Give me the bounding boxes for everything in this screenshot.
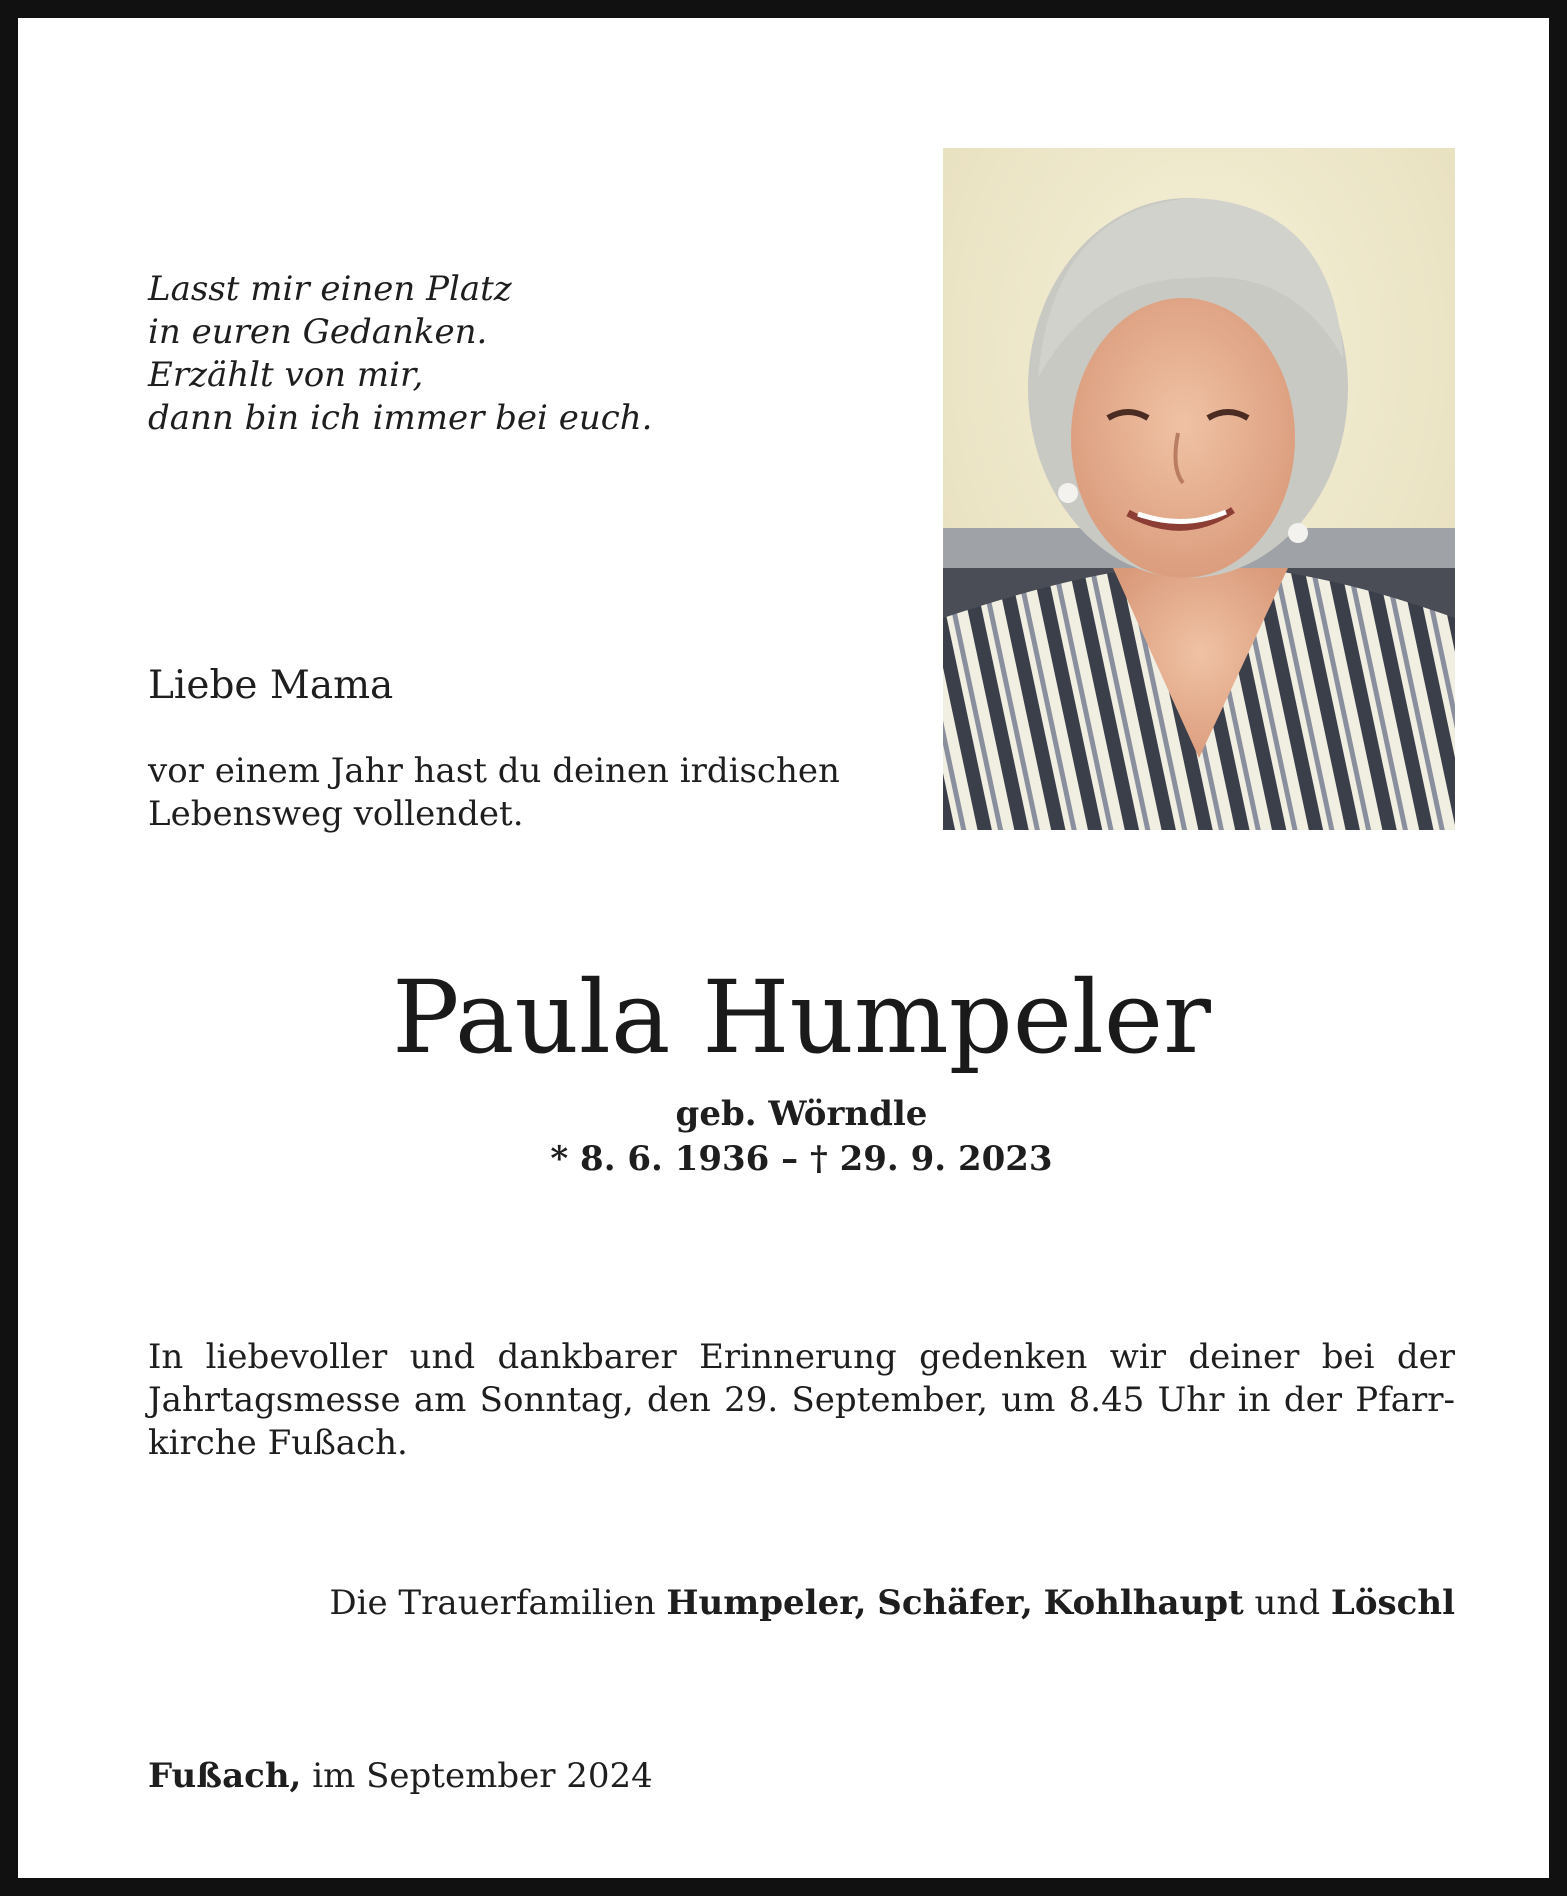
memorial-line: Jahrtagsmesse am Sonntag, den 29. September, um 8.45 Uhr in der Pfarr-: [148, 1380, 1455, 1420]
portrait-photo-icon: [943, 148, 1455, 830]
memorial-line: In liebevoller und dankbarer Erinnerung gedenken wir deiner bei der: [148, 1337, 1455, 1377]
memorial-text: [148, 1336, 1455, 1465]
deceased-name: Paula Humpeler: [392, 959, 1211, 1076]
portrait-photo: [943, 148, 1455, 830]
intro-line: Lebensweg vollendet.: [148, 794, 524, 834]
poem-line: Lasst mir einen Platz: [148, 269, 512, 309]
intro-line: vor einem Jahr hast du deinen irdischen: [148, 751, 840, 791]
place-date: [148, 1756, 653, 1796]
poem-line: in euren Gedanken.: [148, 312, 488, 352]
family-name: Kohlhaupt: [1043, 1583, 1244, 1623]
salutation: Liebe Mama: [148, 663, 394, 708]
poem: [148, 268, 848, 440]
place-month: im September 2024: [312, 1756, 653, 1796]
family-name: Humpeler,: [666, 1583, 867, 1623]
poem-line: dann bin ich immer bei euch.: [148, 398, 653, 438]
families-conjunction: und: [1254, 1583, 1321, 1623]
family-name: Schäfer,: [877, 1583, 1033, 1623]
maiden-name: geb. Wörndle: [675, 1094, 928, 1134]
life-dates: * 8. 6. 1936 – † 29. 9. 2023: [550, 1139, 1053, 1179]
intro-text: [148, 750, 908, 836]
place-town: Fußach,: [148, 1756, 302, 1796]
families-prefix: Die Trauerfamilien: [329, 1583, 656, 1623]
poem-line: Erzählt von mir,: [148, 355, 424, 395]
memorial-line: kirche Fußach.: [148, 1423, 408, 1463]
family-name: Löschl: [1330, 1583, 1455, 1623]
mourning-families: [148, 1583, 1455, 1623]
